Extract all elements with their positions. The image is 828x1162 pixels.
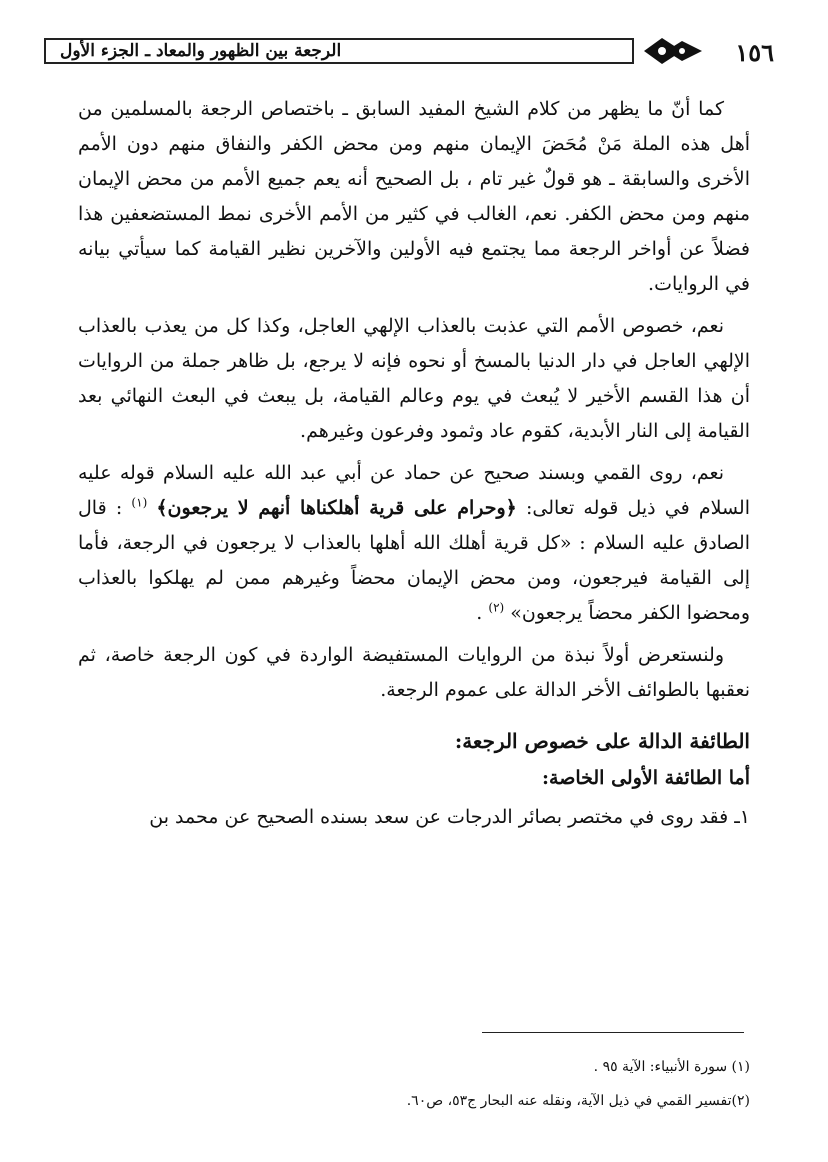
footnote-ref-1[interactable]: (١) [131,495,148,510]
footnotes [78,1050,750,1118]
paragraph-3 [78,456,750,631]
quran-verse: ﴿وحرام على قرية أهلكناها أنهم لا يرجعون﴾ [156,497,517,519]
footnote-1: (١) سورة الأنبياء: الآية ٩٥ . [593,1059,750,1075]
paragraph-3-quote: : قال الصادق عليه السلام : «كل قرية أهلك الله أهلها بالعذاب لا يرجعون في الرجعة، فأما إلى القيامة فيرجعون، ومن محض الإيمان محضاً وغيرهم ممن لم يهلكوا بالعذاب ومحضوا الكفر محضاً يرجعون» [78,497,750,624]
running-header [44,30,774,70]
paragraph-3-end: . [476,602,483,624]
paragraph-2: نعم، خصوص الأمم التي عذبت بالعذاب الإلهي العاجل، وكذا كل من يعذب بالعذاب الإلهي العاجل في دار الدنيا بالمسخ أو نحوه فإنه لا يرجع، بل ظاهر جملة من الروايات أن هذا القسم الأخير لا يُبعث في يوم وعالم القيامة، بل يبعث في البعث النهائي بعد القيامة إلى النار الأبدية، كقوم عاد وثمود وفرعون وغيرهم. [78,315,750,442]
paragraph-3-intro: نعم، روى القمي وبسند صحيح عن حماد عن أبي عبد الله عليه السلام قوله عليه السلام في ذيل قوله تعالى: [78,462,750,519]
header-title: الرجعة بين الظهور والمعاد ـ الجزء الأول [60,41,342,61]
footnote-2: (٢)تفسير القمي في ذيل الآية، ونقله عنه البحار ج٥٣، ص٦٠. [406,1093,750,1109]
subsection-heading: أما الطائفة الأولى الخاصة: [542,767,750,789]
paragraph-1: كما أنّ ما يظهر من كلام الشيخ المفيد السابق ـ باختصاص الرجعة بالمسلمين من أهل هذه الملة مَنْ مُحَضَ الإيمان منهم ومن محض الكفر والنفاق منهم دون الأمم الأخرى والسابقة ـ هو قولٌ غير تام ، بل الصحيح أنه يعم جميع الأمم من محض الإيمان منهم ومن محض الكفر. نعم، الغالب في كثير من الأمم الأخرى نمط المستضعفين هذا فضلاً عن أواخر الرجعة مما يجتمع فيه الأولين والآخرين نظير القيامة كما سيأتي بيانه في الروايات. [78,98,750,295]
ornament-icon [642,34,706,68]
paragraph-4: ولنستعرض أولاً نبذة من الروايات المستفيضة الواردة في كون الرجعة خاصة، ثم نعقبها بالطوائف الأخر الدالة على عموم الرجعة. [78,644,750,701]
paragraph-5: ١ـ فقد روى في مختصر بصائر الدرجات عن سعد بسنده الصحيح عن محمد بن [149,806,750,828]
footnote-ref-2[interactable]: (٢) [488,600,505,615]
header-frame [44,38,634,64]
section-heading: الطائفة الدالة على خصوص الرجعة: [454,729,750,753]
page-number: ١٥٦ [735,38,774,67]
main-text [78,92,750,842]
footnote-separator [482,1032,744,1033]
